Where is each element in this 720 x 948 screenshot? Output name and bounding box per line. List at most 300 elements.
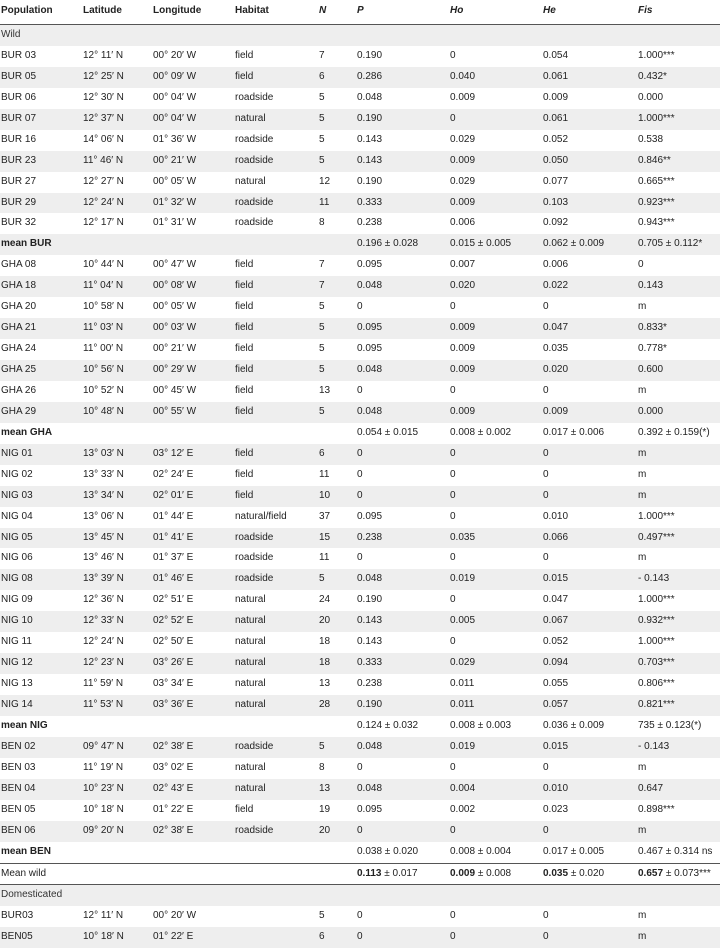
- cell-fis: m: [638, 761, 647, 773]
- cell-p: 0.095: [357, 803, 383, 815]
- table-header: [0, 0, 720, 25]
- cell-latitude: 11° 03′ N: [83, 322, 124, 334]
- cell-habitat: roadside: [235, 217, 274, 229]
- cell-population: NIG 08: [1, 573, 33, 585]
- cell-population: NIG 11: [1, 636, 32, 648]
- cell-fis: 0.432*: [638, 70, 667, 82]
- cell-population: GHA 29: [1, 405, 37, 417]
- cell-population: NIG 01: [1, 447, 33, 459]
- cell-population: NIG 05: [1, 531, 33, 543]
- cell-p: 0.054 ± 0.015: [357, 426, 419, 438]
- cell-habitat: field: [235, 70, 254, 82]
- table-row: [0, 109, 720, 130]
- cell-latitude: 11° 53′ N: [83, 699, 124, 710]
- mean-wild-p: 0.113 ± 0.017: [357, 867, 418, 879]
- cell-ho: 0: [450, 112, 456, 124]
- cell-latitude: 13° 45′ N: [83, 531, 124, 543]
- cell-he: 0: [543, 761, 549, 773]
- cell-he: 0: [543, 447, 549, 459]
- cell-n: 5: [319, 133, 325, 145]
- cell-fis: 0.833*: [638, 322, 667, 334]
- cell-he: 0.061: [543, 112, 569, 124]
- cell-fis: 0.538: [638, 133, 664, 145]
- cell-ho: 0.011: [450, 678, 475, 690]
- table-row: [0, 906, 720, 927]
- cell-longitude: 00° 08′ W: [153, 280, 197, 292]
- cell-n: 19: [319, 803, 331, 815]
- cell-habitat: natural: [235, 699, 266, 710]
- cell-longitude: 00° 45′ W: [153, 384, 197, 396]
- cell-ho: 0.009: [450, 364, 476, 375]
- cell-n: 20: [319, 615, 331, 627]
- cell-p: 0.190: [357, 594, 383, 606]
- cell-habitat: field: [235, 405, 254, 417]
- cell-latitude: 10° 48′ N: [83, 405, 124, 417]
- cell-latitude: 10° 23′ N: [83, 782, 124, 794]
- table-row: [0, 632, 720, 653]
- cell-p: 0: [357, 468, 363, 480]
- cell-population: NIG 12: [1, 657, 33, 669]
- cell-fis: 1.000***: [638, 510, 675, 522]
- cell-p: 0: [357, 447, 363, 459]
- cell-population: NIG 10: [1, 615, 33, 627]
- table-row: [0, 46, 720, 67]
- cell-he: 0.010: [543, 782, 569, 794]
- header-p: P: [357, 5, 364, 16]
- cell-latitude: 12° 24′ N: [83, 636, 124, 648]
- cell-population: GHA 25: [1, 364, 37, 375]
- header-fis: Fis: [638, 5, 653, 16]
- cell-longitude: 00° 47′ W: [153, 259, 197, 271]
- cell-ho: 0: [450, 510, 456, 522]
- cell-habitat: natural: [235, 657, 266, 669]
- cell-population: BUR 03: [1, 49, 37, 61]
- cell-population: BEN 04: [1, 782, 36, 794]
- cell-p: 0.048: [357, 91, 383, 103]
- cell-latitude: 13° 06′ N: [83, 510, 124, 522]
- cell-fis: 0.898***: [638, 803, 675, 815]
- cell-p: 0.095: [357, 259, 383, 271]
- table-row: [0, 213, 720, 234]
- cell-fis: 0.143: [638, 280, 664, 292]
- cell-population: BUR03: [1, 910, 34, 922]
- cell-population: mean GHA: [1, 426, 53, 438]
- cell-fis: m: [638, 489, 647, 501]
- section-label: Domesticated: [1, 889, 63, 901]
- cell-latitude: 10° 58′ N: [83, 301, 124, 313]
- cell-n: 8: [319, 217, 325, 229]
- cell-ho: 0: [450, 761, 456, 773]
- table-row: [0, 88, 720, 109]
- cell-p: 0.095: [357, 510, 383, 522]
- cell-population: GHA 26: [1, 384, 37, 396]
- cell-p: 0.238: [357, 531, 383, 543]
- cell-he: 0.103: [543, 196, 569, 208]
- cell-latitude: 09° 47′ N: [83, 740, 124, 752]
- cell-longitude: 03° 34′ E: [153, 678, 194, 690]
- table-row-mean: [0, 423, 720, 444]
- table-row: [0, 758, 720, 779]
- cell-p: 0.048: [357, 740, 383, 752]
- cell-he: 0: [543, 824, 549, 836]
- cell-p: 0.095: [357, 322, 383, 334]
- cell-latitude: 12° 24′ N: [83, 196, 124, 208]
- cell-ho: 0: [450, 552, 456, 564]
- table-row: [0, 339, 720, 360]
- cell-habitat: field: [235, 803, 254, 815]
- cell-population: BEN 02: [1, 740, 36, 752]
- table-row: [0, 172, 720, 193]
- cell-habitat: roadside: [235, 91, 274, 103]
- cell-p: 0: [357, 761, 363, 773]
- cell-p: 0.333: [357, 657, 383, 669]
- cell-habitat: roadside: [235, 133, 274, 145]
- cell-he: 0: [543, 552, 549, 564]
- cell-longitude: 01° 31′ W: [153, 217, 197, 229]
- header-latitude: Latitude: [83, 5, 122, 16]
- cell-p: 0.190: [357, 699, 383, 710]
- cell-fis: 0.846**: [638, 154, 671, 166]
- cell-population: BUR 05: [1, 70, 37, 82]
- cell-latitude: 10° 56′ N: [83, 364, 124, 375]
- cell-fis: 0.932***: [638, 615, 675, 627]
- cell-n: 5: [319, 91, 325, 103]
- cell-p: 0.048: [357, 782, 383, 794]
- cell-latitude: 12° 30′ N: [83, 91, 124, 103]
- cell-population: GHA 18: [1, 280, 37, 292]
- cell-p: 0.143: [357, 154, 383, 166]
- table-row: [0, 193, 720, 214]
- cell-p: 0.190: [357, 175, 383, 187]
- cell-n: 12: [319, 175, 331, 187]
- cell-longitude: 01° 37′ E: [153, 552, 194, 564]
- table-row: [0, 130, 720, 151]
- cell-p: 0.048: [357, 573, 383, 585]
- cell-habitat: field: [235, 322, 254, 334]
- cell-longitude: 00° 55′ W: [153, 405, 197, 417]
- cell-ho: 0: [450, 468, 456, 480]
- cell-latitude: 14° 06′ N: [83, 133, 124, 145]
- cell-fis: m: [638, 910, 647, 922]
- cell-he: 0.066: [543, 531, 569, 543]
- cell-p: 0.048: [357, 364, 383, 375]
- cell-latitude: 13° 03′ N: [83, 447, 124, 459]
- cell-p: 0: [357, 824, 363, 836]
- cell-habitat: roadside: [235, 740, 274, 752]
- cell-habitat: natural: [235, 175, 266, 187]
- cell-latitude: 11° 00′ N: [83, 343, 124, 355]
- cell-n: 10: [319, 489, 331, 501]
- cell-fis: m: [638, 931, 647, 943]
- cell-habitat: natural/field: [235, 510, 287, 522]
- cell-he: 0: [543, 468, 549, 480]
- cell-he: 0.057: [543, 699, 569, 710]
- cell-ho: 0.009: [450, 154, 476, 166]
- cell-habitat: roadside: [235, 154, 274, 166]
- cell-fis: 735 ± 0.123(*): [638, 719, 702, 731]
- cell-he: 0.062 ± 0.009: [543, 238, 605, 250]
- cell-population: NIG 13: [1, 678, 33, 690]
- cell-population: mean NIG: [1, 719, 48, 731]
- domesticated-body: [0, 906, 720, 948]
- cell-he: 0.015: [543, 573, 569, 585]
- cell-ho: 0: [450, 931, 456, 943]
- cell-n: 13: [319, 678, 331, 690]
- cell-habitat: roadside: [235, 552, 274, 564]
- cell-n: 18: [319, 657, 331, 669]
- cell-habitat: roadside: [235, 573, 274, 585]
- cell-latitude: 09° 20′ N: [83, 824, 124, 836]
- cell-habitat: field: [235, 301, 254, 313]
- cell-longitude: 00° 09′ W: [153, 70, 197, 82]
- table-row: [0, 695, 720, 716]
- cell-longitude: 00° 04′ W: [153, 91, 197, 103]
- cell-latitude: 12° 33′ N: [83, 615, 124, 627]
- cell-p: 0: [357, 301, 363, 313]
- section-wild: [0, 25, 720, 46]
- cell-latitude: 12° 17′ N: [83, 217, 124, 229]
- cell-latitude: 10° 18′ N: [83, 803, 124, 815]
- cell-population: BEN 03: [1, 761, 36, 773]
- cell-n: 5: [319, 301, 325, 313]
- cell-fis: 0.923***: [638, 196, 675, 208]
- cell-longitude: 02° 38′ E: [153, 740, 194, 752]
- cell-n: 13: [319, 384, 331, 396]
- cell-fis: m: [638, 468, 647, 480]
- table-row: [0, 569, 720, 590]
- cell-latitude: 11° 46′ N: [83, 154, 124, 166]
- cell-n: 24: [319, 594, 331, 606]
- cell-n: 11: [319, 196, 330, 208]
- cell-he: 0.052: [543, 133, 569, 145]
- cell-population: mean BEN: [1, 845, 52, 857]
- cell-longitude: 00° 05′ W: [153, 301, 197, 313]
- cell-p: 0.143: [357, 133, 383, 145]
- cell-p: 0: [357, 910, 363, 922]
- cell-he: 0.054: [543, 49, 569, 61]
- cell-longitude: 03° 26′ E: [153, 657, 194, 669]
- cell-he: 0.035: [543, 343, 569, 355]
- cell-population: BEN 06: [1, 824, 36, 836]
- cell-longitude: 00° 03′ W: [153, 322, 197, 334]
- header-habitat: Habitat: [235, 5, 269, 16]
- table-row: [0, 486, 720, 507]
- table-row: [0, 465, 720, 486]
- cell-population: BUR 27: [1, 175, 37, 187]
- cell-population: mean BUR: [1, 238, 52, 250]
- cell-fis: 1.000***: [638, 49, 675, 61]
- cell-p: 0.048: [357, 280, 383, 292]
- cell-n: 5: [319, 364, 325, 375]
- cell-p: 0.143: [357, 615, 383, 627]
- cell-he: 0.022: [543, 280, 569, 292]
- cell-latitude: 13° 46′ N: [83, 552, 124, 564]
- cell-ho: 0: [450, 489, 456, 501]
- cell-p: 0.333: [357, 196, 383, 208]
- cell-he: 0.017 ± 0.006: [543, 426, 605, 438]
- table-row: [0, 276, 720, 297]
- cell-he: 0.006: [543, 259, 569, 271]
- cell-fis: 1.000***: [638, 594, 675, 606]
- cell-he: 0.077: [543, 175, 569, 187]
- cell-population: NIG 06: [1, 552, 33, 564]
- cell-he: 0.010: [543, 510, 569, 522]
- cell-p: 0.124 ± 0.032: [357, 719, 419, 731]
- cell-he: 0.036 ± 0.009: [543, 719, 605, 731]
- cell-latitude: 12° 27′ N: [83, 175, 124, 187]
- cell-n: 6: [319, 931, 325, 943]
- cell-ho: 0: [450, 594, 456, 606]
- cell-ho: 0.029: [450, 657, 476, 669]
- cell-longitude: 02° 50′ E: [153, 636, 194, 648]
- cell-he: 0.067: [543, 615, 569, 627]
- cell-he: 0: [543, 910, 549, 922]
- cell-fis: 1.000***: [638, 112, 675, 124]
- cell-p: 0: [357, 552, 363, 564]
- table-row: [0, 800, 720, 821]
- cell-latitude: 11° 59′ N: [83, 678, 124, 690]
- cell-p: 0.143: [357, 636, 383, 648]
- cell-p: 0.190: [357, 112, 383, 124]
- table-row: [0, 67, 720, 88]
- cell-n: 28: [319, 699, 331, 710]
- cell-n: 6: [319, 70, 325, 82]
- cell-n: 5: [319, 405, 325, 417]
- cell-ho: 0.011: [450, 699, 475, 710]
- cell-p: 0: [357, 489, 363, 501]
- cell-ho: 0.008 ± 0.004: [450, 845, 512, 857]
- table-row-mean: [0, 716, 720, 737]
- cell-habitat: natural: [235, 782, 266, 794]
- cell-population: BEN 05: [1, 803, 36, 815]
- cell-longitude: 03° 12′ E: [153, 447, 194, 459]
- cell-p: 0.048: [357, 405, 383, 417]
- cell-he: 0.020: [543, 364, 569, 375]
- cell-ho: 0: [450, 384, 456, 396]
- cell-latitude: 12° 11′ N: [83, 910, 124, 922]
- table-row: [0, 507, 720, 528]
- cell-habitat: field: [235, 364, 254, 375]
- table-row: [0, 821, 720, 842]
- cell-he: 0.047: [543, 322, 569, 334]
- cell-ho: 0.019: [450, 573, 476, 585]
- cell-longitude: 01° 41′ E: [153, 531, 194, 543]
- cell-n: 5: [319, 740, 325, 752]
- cell-ho: 0: [450, 824, 456, 836]
- cell-he: 0.055: [543, 678, 569, 690]
- cell-n: 13: [319, 782, 331, 794]
- cell-ho: 0.009: [450, 322, 476, 334]
- cell-longitude: 01° 36′ W: [153, 133, 197, 145]
- cell-ho: 0.009: [450, 343, 476, 355]
- cell-ho: 0.009: [450, 91, 476, 103]
- cell-n: 5: [319, 910, 325, 922]
- cell-longitude: 00° 05′ W: [153, 175, 197, 187]
- cell-n: 11: [319, 552, 330, 564]
- cell-fis: m: [638, 824, 647, 836]
- cell-p: 0.286: [357, 70, 383, 82]
- cell-population: BEN05: [1, 931, 33, 943]
- cell-latitude: 12° 23′ N: [83, 657, 124, 669]
- table-row: [0, 151, 720, 172]
- cell-ho: 0.002: [450, 803, 476, 815]
- cell-population: GHA 20: [1, 301, 37, 313]
- cell-p: 0.095: [357, 343, 383, 355]
- cell-population: NIG 02: [1, 468, 33, 480]
- cell-population: BUR 32: [1, 217, 37, 229]
- cell-fis: 1.000***: [638, 636, 675, 648]
- cell-population: NIG 09: [1, 594, 33, 606]
- cell-ho: 0.020: [450, 280, 476, 292]
- cell-p: 0.238: [357, 678, 383, 690]
- mean-wild-ho: 0.009 ± 0.008: [450, 867, 512, 879]
- cell-latitude: 10° 52′ N: [83, 384, 124, 396]
- cell-p: 0: [357, 384, 363, 396]
- wild-body: [0, 46, 720, 863]
- cell-ho: 0.004: [450, 782, 476, 794]
- cell-population: BUR 23: [1, 154, 37, 166]
- header-population: Population: [1, 5, 53, 16]
- cell-ho: 0.008 ± 0.003: [450, 719, 512, 731]
- cell-fis: m: [638, 552, 647, 564]
- cell-longitude: 02° 51′ E: [153, 594, 194, 606]
- cell-he: 0.050: [543, 154, 569, 166]
- cell-ho: 0.005: [450, 615, 476, 627]
- cell-latitude: 12° 25′ N: [83, 70, 124, 82]
- cell-p: 0.038 ± 0.020: [357, 845, 419, 857]
- header-n: N: [319, 5, 327, 16]
- cell-n: 15: [319, 531, 331, 543]
- table-row: [0, 653, 720, 674]
- cell-n: 18: [319, 636, 331, 648]
- cell-habitat: field: [235, 259, 254, 271]
- cell-habitat: natural: [235, 678, 266, 690]
- cell-latitude: 12° 37′ N: [83, 112, 124, 124]
- cell-fis: 0.000: [638, 91, 664, 103]
- cell-fis: m: [638, 384, 647, 396]
- cell-habitat: natural: [235, 594, 266, 606]
- cell-latitude: 13° 33′ N: [83, 468, 124, 480]
- cell-he: 0.017 ± 0.005: [543, 845, 605, 857]
- cell-n: 5: [319, 322, 325, 334]
- cell-longitude: 01° 22′ E: [153, 931, 194, 943]
- table-row: [0, 590, 720, 611]
- table-row: [0, 528, 720, 549]
- table-row: [0, 402, 720, 423]
- cell-fis: 0.705 ± 0.112*: [638, 238, 703, 250]
- cell-longitude: 00° 21′ W: [153, 343, 197, 355]
- cell-longitude: 01° 44′ E: [153, 510, 194, 522]
- cell-ho: 0.007: [450, 259, 476, 271]
- cell-population: BUR 06: [1, 91, 37, 103]
- cell-n: 37: [319, 510, 331, 522]
- cell-he: 0.094: [543, 657, 569, 669]
- cell-ho: 0: [450, 636, 456, 648]
- cell-he: 0: [543, 384, 549, 396]
- mean-wild-row: [0, 863, 720, 886]
- cell-he: 0.015: [543, 740, 569, 752]
- cell-ho: 0.009: [450, 196, 476, 208]
- cell-habitat: field: [235, 384, 254, 396]
- cell-fis: m: [638, 447, 647, 459]
- table-row: [0, 297, 720, 318]
- cell-habitat: natural: [235, 761, 266, 773]
- cell-latitude: 13° 34′ N: [83, 489, 124, 501]
- cell-population: BUR 29: [1, 196, 37, 208]
- cell-longitude: 00° 21′ W: [153, 154, 197, 166]
- cell-longitude: 00° 20′ W: [153, 49, 197, 61]
- table-row-mean: [0, 842, 720, 863]
